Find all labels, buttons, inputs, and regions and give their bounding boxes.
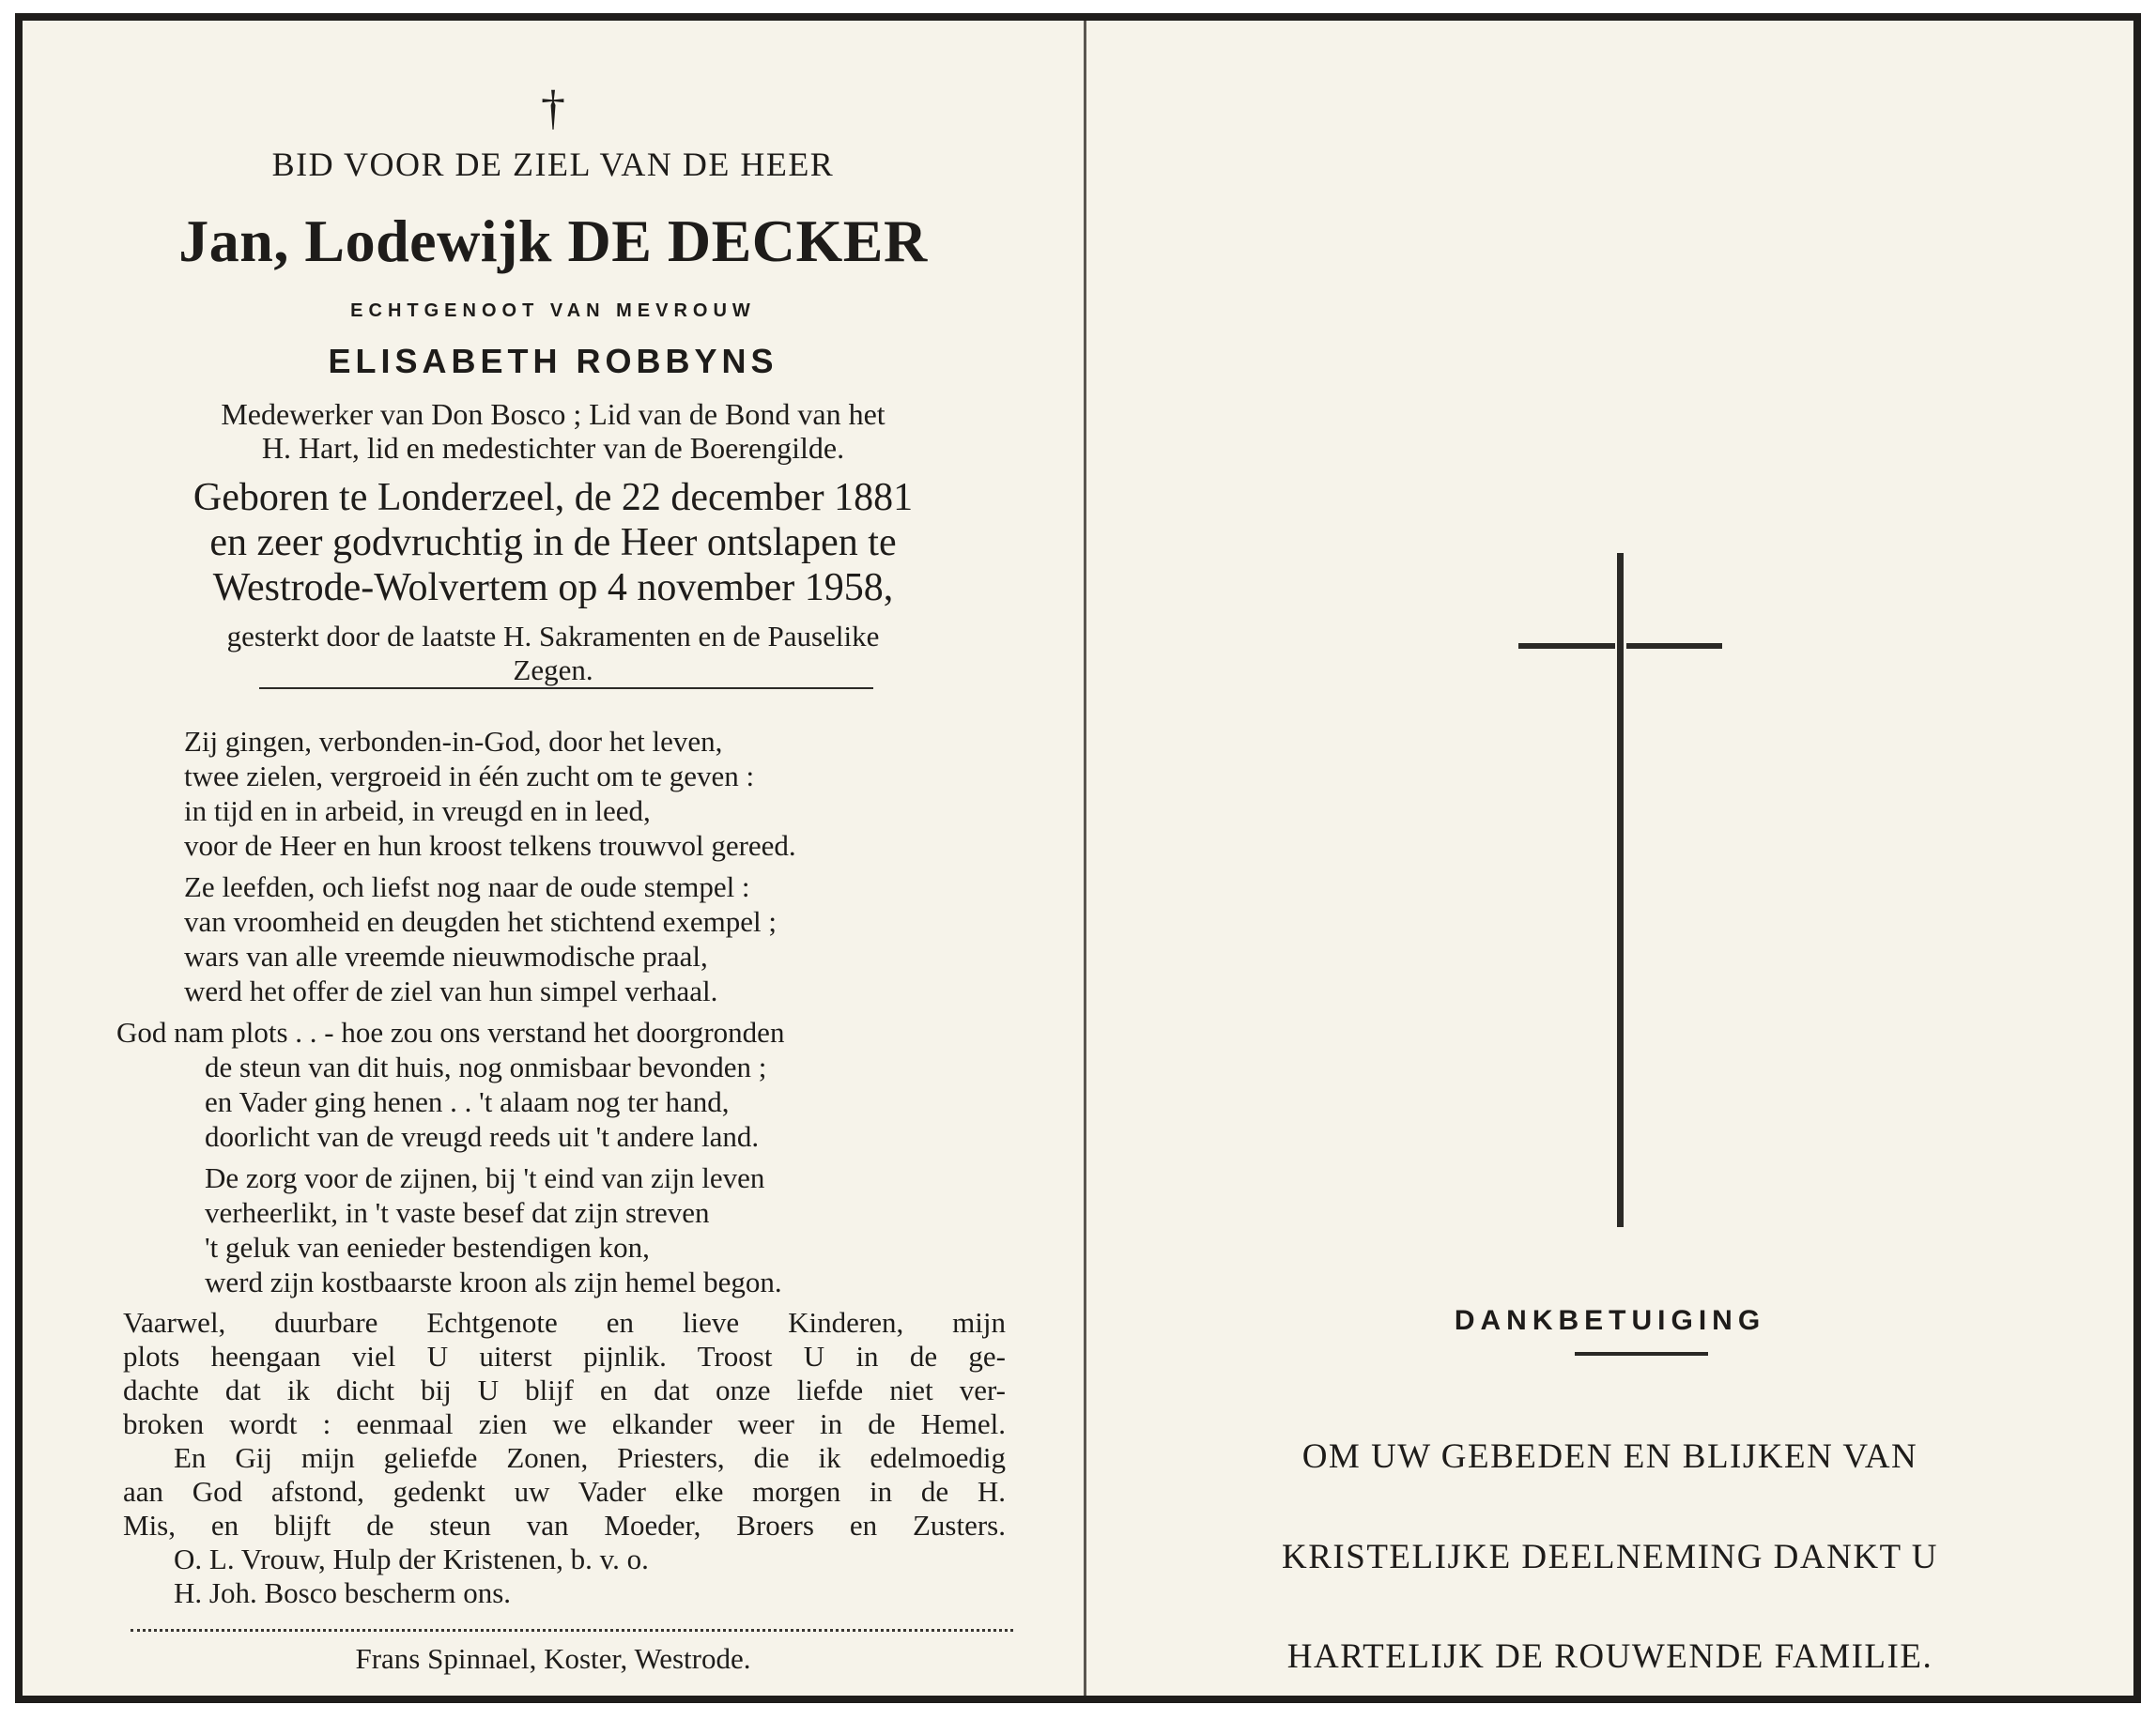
poem-line: Ze leefden, och liefst nog naar de oude stempel : bbox=[184, 870, 750, 903]
poem-line: werd zijn kostbaarste kroon als zijn hemel begon. bbox=[205, 1266, 782, 1298]
printer-credit: Frans Spinnael, Koster, Westrode. bbox=[355, 1642, 751, 1675]
poem-line: Zij gingen, verbonden-in-God, door het leven, bbox=[184, 725, 723, 758]
spouse-intro: ECHTGENOOT VAN MEVROUW bbox=[350, 300, 756, 321]
thanks-line: OM UW GEBEDEN EN BLIJKEN VAN bbox=[1301, 1437, 1918, 1476]
poem-stanza bbox=[23, 724, 1084, 863]
farewell-text bbox=[123, 1306, 1006, 1610]
poem-line: van vroomheid en deugden het stichtend exempel ; bbox=[184, 905, 778, 938]
poem-line: voor de Heer en hun kroost telkens trouwvol gereed. bbox=[184, 829, 796, 862]
farewell-line: En Gij mijn geliefde Zonen, Priesters, die ik edelmoedig bbox=[174, 1441, 1006, 1474]
poem-line: verheerlikt, in 't vaste besef dat zijn streven bbox=[205, 1196, 710, 1229]
thanks-title: DANKBETUIGING bbox=[1454, 1305, 1766, 1336]
farewell-line: Mis, en blijft de steun van Moeder, Broers en Zusters. bbox=[123, 1509, 1006, 1542]
thanks-line: HARTELIJK DE ROUWENDE FAMILIE. bbox=[1286, 1637, 1933, 1676]
deceased-name: Jan, Lodewijk DE DECKER bbox=[178, 207, 928, 274]
membership-line: H. Hart, lid en medestichter van de Boerengilde. bbox=[261, 431, 845, 465]
memberships bbox=[23, 397, 1084, 465]
poem-stanza bbox=[23, 1015, 1084, 1154]
spouse-name: ELISABETH ROBBYNS bbox=[328, 342, 778, 380]
poem-stanza bbox=[23, 1160, 1084, 1299]
farewell-line: broken wordt : eenmaal zien we elkander weer in de Hemel. bbox=[123, 1407, 1006, 1440]
pray-heading: BID VOOR DE ZIEL VAN DE HEER bbox=[271, 146, 835, 183]
invocation-line: O. L. Vrouw, Hulp der Kristenen, b. v. o. bbox=[174, 1543, 649, 1575]
birth-death-line: en zeer godvruchtig in de Heer ontslapen te bbox=[209, 521, 897, 564]
poem-line: De zorg voor de zijnen, bij 't eind van zijn leven bbox=[205, 1161, 765, 1194]
poem-line: wars van alle vreemde nieuwmodische praal, bbox=[184, 940, 708, 973]
large-cross-icon bbox=[1086, 21, 2133, 1241]
sacraments-text bbox=[23, 620, 1084, 687]
divider-rule bbox=[259, 687, 873, 689]
thanks-underline bbox=[1575, 1352, 1708, 1356]
right-panel bbox=[1086, 21, 2133, 1696]
sacraments-line: Zegen. bbox=[513, 653, 593, 686]
birth-death-line: Geboren te Londerzeel, de 22 december 1881 bbox=[192, 476, 914, 519]
small-cross-icon: † bbox=[541, 82, 565, 135]
farewell-line: dachte dat ik dicht bij U blijf en dat onze liefde niet ver- bbox=[123, 1374, 1006, 1406]
birth-death-line: Westrode-Wolvertem op 4 november 1958, bbox=[212, 566, 894, 609]
poem-line: en Vader ging henen . . 't alaam nog ter hand, bbox=[205, 1085, 730, 1118]
poem-line: 't geluk van eenieder bestendigen kon, bbox=[205, 1231, 650, 1264]
farewell-line: plots heengaan viel U uiterst pijnlik. Troost U in de ge- bbox=[123, 1340, 1006, 1373]
poem-line: in tijd en in arbeid, in vreugd en in leed, bbox=[184, 794, 651, 827]
poem-line: twee zielen, vergroeid in één zucht om te geven : bbox=[184, 760, 755, 792]
poem-stanza bbox=[23, 869, 1084, 1008]
thanks-line: KRISTELIJKE DEELNEMING DANKT U bbox=[1282, 1538, 1938, 1576]
memorial-card bbox=[15, 13, 2141, 1703]
invocation-line: H. Joh. Bosco bescherm ons. bbox=[174, 1576, 512, 1609]
birth-death-text bbox=[23, 475, 1084, 610]
poem-line: werd het offer de ziel van hun simpel verhaal. bbox=[184, 975, 718, 1007]
farewell-line: aan God afstond, gedenkt uw Vader elke morgen in de H. bbox=[123, 1475, 1006, 1508]
poem-line: de steun van dit huis, nog onmisbaar bevonden ; bbox=[205, 1051, 767, 1083]
farewell-line: Vaarwel, duurbare Echtgenote en lieve Kinderen, mijn bbox=[123, 1306, 1006, 1339]
poem-line: God nam plots . . - hoe zou ons verstand het doorgronden bbox=[116, 1016, 785, 1049]
poem-line: doorlicht van de vreugd reeds uit 't andere land. bbox=[205, 1120, 760, 1153]
dotted-divider bbox=[131, 1629, 1013, 1632]
sacraments-line: gesterkt door de laatste H. Sakramenten en de Pauselike bbox=[226, 620, 880, 653]
membership-line: Medewerker van Don Bosco ; Lid van de Bond van het bbox=[221, 397, 886, 431]
left-panel bbox=[23, 21, 1086, 1696]
